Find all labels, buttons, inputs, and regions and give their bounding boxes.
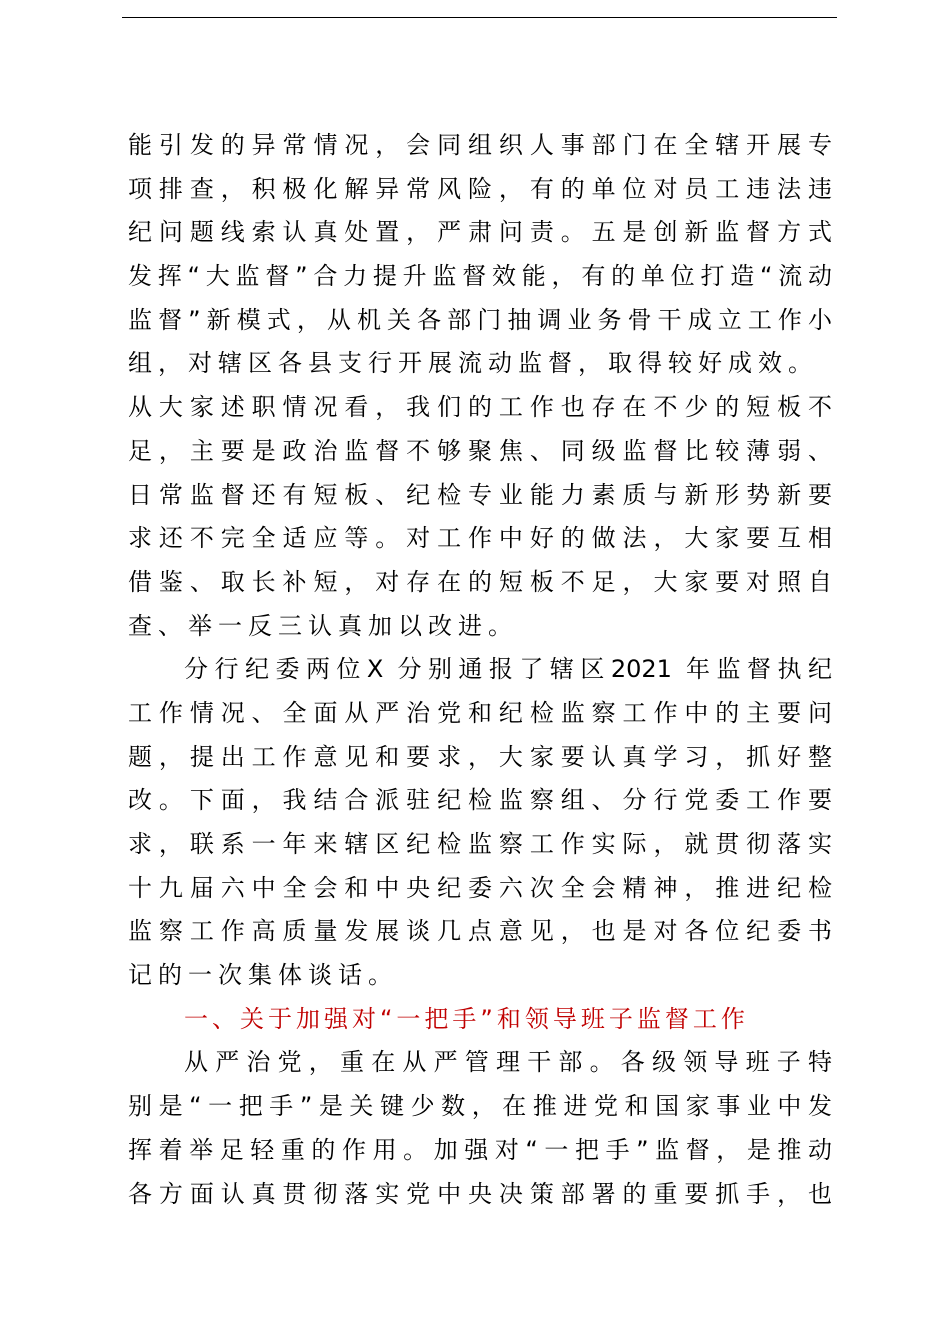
text-line: 纪问题线索认真处置，严肃问责。五是创新监督方式 xyxy=(128,218,832,247)
text-line: 监察工作高质量发展谈几点意见，也是对各位纪委书 xyxy=(128,917,832,946)
document-body xyxy=(128,124,832,1216)
text-line: 发挥“大监督”合力提升监督效能，有的单位打造“流动 xyxy=(128,262,832,291)
section-heading: 一、关于加强对“一把手”和领导班子监督工作 xyxy=(184,1004,749,1033)
text-line: 项排查，积极化解异常风险，有的单位对员工违法违 xyxy=(128,174,832,203)
text-line: 工作情况、全面从严治党和纪检监察工作中的主要问 xyxy=(128,698,832,727)
text-line: 记的一次集体谈话。 xyxy=(128,961,398,990)
text-line: 日常监督还有短板、纪检专业能力素质与新形势新要 xyxy=(128,480,832,509)
text-line: 各方面认真贯彻落实党中央决策部署的重要抓手，也 xyxy=(128,1179,832,1208)
text-line: 分行纪委两位X 分别通报了辖区2021 年监督执纪 xyxy=(184,655,832,684)
text-line: 能引发的异常情况，会同组织人事部门在全辖开展专 xyxy=(128,131,832,159)
text-line: 十九届六中全会和中央纪委六次全会精神，推进纪检 xyxy=(128,873,832,902)
text-line: 从严治党，重在从严管理干部。各级领导班子特 xyxy=(184,1048,832,1077)
text-line: 别是“一把手”是关键少数，在推进党和国家事业中发 xyxy=(128,1092,832,1121)
header-rule xyxy=(122,17,837,18)
text-line: 借鉴、取长补短，对存在的短板不足，大家要对照自 xyxy=(128,567,832,596)
text-line: 题，提出工作意见和要求，大家要认真学习，抓好整 xyxy=(128,742,832,771)
text-line: 查、举一反三认真加以改进。 xyxy=(128,611,518,640)
text-line: 求，联系一年来辖区纪检监察工作实际，就贯彻落实 xyxy=(128,830,832,858)
text-line: 从大家述职情况看，我们的工作也存在不少的短板不 xyxy=(128,393,832,422)
text-line: 监督”新模式，从机关各部门抽调业务骨干成立工作小 xyxy=(128,305,832,334)
text-line: 改。下面，我结合派驻纪检监察组、分行党委工作要 xyxy=(128,786,832,815)
text-line: 挥着举足轻重的作用。加强对“一把手”监督，是推动 xyxy=(128,1135,832,1164)
text-line: 组，对辖区各县支行开展流动监督，取得较好成效。 xyxy=(128,349,818,378)
text-line: 求还不完全适应等。对工作中好的做法，大家要互相 xyxy=(128,524,832,553)
text-line: 足，主要是政治监督不够聚焦、同级监督比较薄弱、 xyxy=(128,436,832,465)
